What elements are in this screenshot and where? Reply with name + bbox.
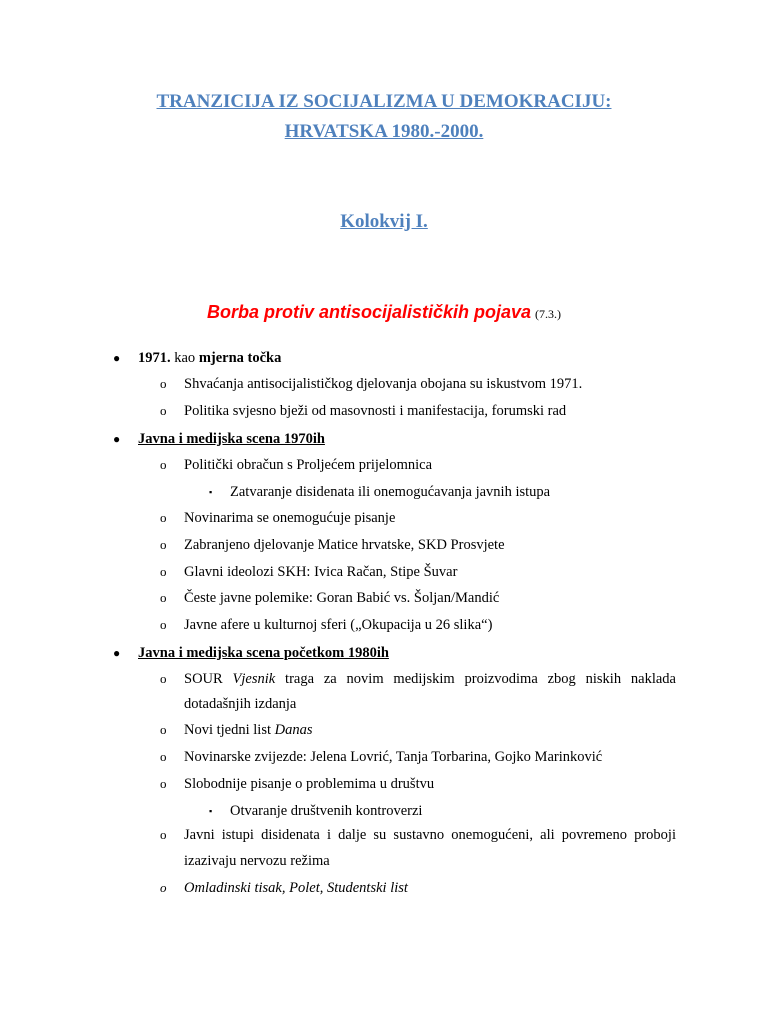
circle-marker: o [160,403,167,418]
square-marker: ▪ [209,806,213,816]
document-title-line-1: TRANZICIJA IZ SOCIJALIZMA U DEMOKRACIJU: [156,91,612,112]
bullet-marker: ● [113,351,121,365]
list-item: Politički obračun s Proljećem prijelomnica [184,457,433,473]
list-item-bold: 1971. [138,350,171,366]
circle-marker: o [160,376,167,391]
circle-marker: o [160,537,167,552]
list-item-italic: Vjesnik [232,671,276,687]
list-item: Javne afere u kulturnoj sferi („Okupacija u 26 slika“) [184,617,493,633]
list-item: Novinarima se onemogućuje pisanje [184,510,396,526]
list-item-continuation: dotadašnjih izdanja [184,696,297,712]
list-item: Česte javne polemike: Goran Babić vs. Šoljan/Mandić [184,590,500,606]
document-subtitle: Kolokvij I. [340,211,428,232]
section-heading [0,302,768,323]
circle-marker: o [160,510,167,525]
circle-marker: o [160,880,167,895]
document-title-line-2: HRVATSKA 1980.-2000. [284,121,484,142]
bullet-marker: ● [113,432,121,446]
list-item: Javni istupi disidenata i dalje su sustavno onemogućeni, ali povremeno proboji [184,827,676,843]
list-item: Zabranjeno djelovanje Matice hrvatske, SKD Prosvjete [184,537,505,553]
circle-marker: o [160,749,167,764]
list-item-heading: Javna i medijska scena 1970ih [138,431,325,447]
list-item: Politika svjesno bježi od masovnosti i manifestacija, forumski rad [184,403,567,419]
bullet-marker: ● [113,646,121,660]
list-item-text: Novi tjedni list [184,722,275,738]
circle-marker: o [160,776,167,791]
circle-marker: o [160,590,167,605]
circle-marker: o [160,617,167,632]
list-item-text: traga za novim medijskim proizvodima zbog niskih naklada [275,671,676,687]
square-marker: ▪ [209,487,213,497]
list-item: Otvaranje društvenih kontroverzi [230,803,423,819]
list-item: Zatvaranje disidenata ili onemogućavanja javnih istupa [230,484,551,500]
circle-marker: o [160,564,167,579]
list-item-bold: mjerna točka [198,350,282,366]
list-item [138,345,281,371]
list-item: Slobodnije pisanje o problemima u društvu [184,776,435,792]
section-heading-text: Borba protiv antisocijalističkih pojava [206,302,532,322]
list-item [184,717,313,743]
section-date: (7.3.) [535,307,562,321]
list-item: Omladinski tisak, Polet, Studentski list [184,880,408,896]
list-item-text: kao [170,350,199,366]
list-item-heading: Javna i medijska scena početkom 1980ih [138,645,389,661]
circle-marker: o [160,722,167,737]
list-item-italic: Danas [274,722,313,738]
circle-marker: o [160,457,167,472]
list-item-continuation: izazivaju nervozu režima [184,853,330,869]
list-item: Novinarske zvijezde: Jelena Lovrić, Tanja Torbarina, Gojko Marinković [184,749,603,765]
list-item-text: SOUR [184,671,233,687]
list-item: Shvaćanja antisocijalističkog djelovanja obojana su iskustvom 1971. [184,376,583,392]
list-item [184,666,676,692]
circle-marker: o [160,827,167,842]
circle-marker: o [160,671,167,686]
list-item: Glavni ideolozi SKH: Ivica Račan, Stipe Šuvar [184,564,458,580]
